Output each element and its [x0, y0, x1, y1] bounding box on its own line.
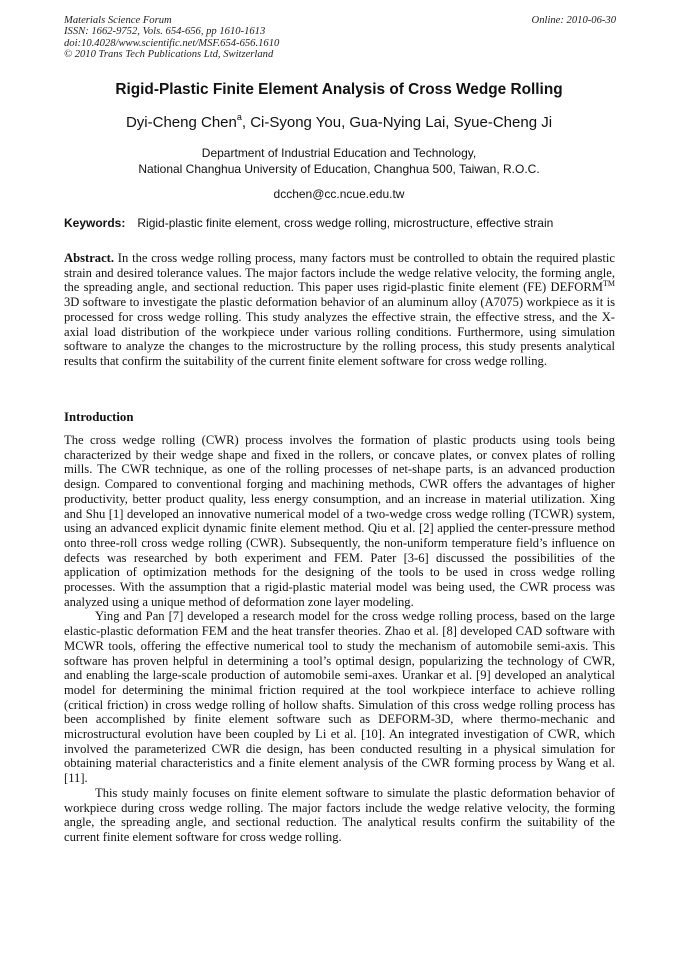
doi-line: doi:10.4028/www.scientific.net/MSF.654-656.1610: [64, 37, 280, 49]
keywords-label: Keywords:: [64, 216, 126, 230]
author-email: dcchen@cc.ncue.edu.tw: [273, 187, 405, 201]
issn-line: ISSN: 1662-9752, Vols. 654-656, pp 1610-1613: [64, 26, 266, 38]
online-date: Online: 2010-06-30: [531, 15, 616, 26]
journal-header: [64, 15, 616, 61]
author-others: , Ci-Syong You, Gua-Nying Lai, Syue-Cheng Ji: [241, 114, 553, 131]
journal-name: Materials Science Forum: [64, 15, 172, 26]
abstract-text-2: 3D software to investigate the plastic deformation behavior of an aluminum alloy (A7075) workpiece as it is processed for cross wedge rolling. This study analyzes the effective strain, the effective stress, and the X-axial load distribution of the workpiece under various rolling conditions. Furthermore, using simulation software to analyze the changes to the microstructure by the rolling process, this study presents analytical results that confirm the suitability of the current finite element software for cross wedge rolling.: [64, 295, 615, 368]
abstract: [64, 251, 615, 369]
keywords: [64, 216, 624, 230]
trademark-mark: TM: [603, 279, 615, 289]
keywords-text: Rigid-plastic finite element, cross wedge rolling, microstructure, effective strain: [137, 216, 554, 230]
affiliation-line-2: National Changhua University of Education, Changhua 500, Taiwan, R.O.C.: [138, 162, 540, 176]
abstract-text-1: In the cross wedge rolling process, many factors must be controlled to obtain the required plastic strain and desired tolerance values. The major factors include the wedge relative velocity, the forming angle, the spreading angle, and sectional reduction. This paper uses rigid-plastic finite element (FE) DEFORM: [64, 251, 615, 295]
copyright-line: © 2010 Trans Tech Publications Ltd, Switzerland: [64, 49, 274, 61]
author-first: Dyi-Cheng Chen: [125, 114, 237, 131]
author-list: [0, 114, 678, 131]
intro-paragraph-1: The cross wedge rolling (CWR) process involves the formation of plastic products using tools being characterized by their wedge shape and fixed in the rollers, or concave plates, or convex plates of rolling mills. The CWR technique, as one of the rolling processes of net-shape parts, is an advanced production design. Compared to conventional forging and machining methods, CWR offers the advantages of higher productivity, better product quality, less energy consumption, and an increase in material utilization. Xing and Shu [1] developed an innovative numerical model of a two-wedge cross wedge rolling (TCWR) system, using an advanced explicit dynamic finite element method. Qiu et al. [2] applied the center-pressure method onto three-roll cross wedge rolling (CWR). Subsequently, the non-uniform temperature field’s influence on defects was researched by both experiment and FEM. Pater [3-6] discussed the possibilities of the application of optimization methods for the designing of the tools to be used in cross wedge rolling processes. With the assumption that a rigid-plastic material model was being used, the CWR process was analyzed using a unique method of deformation zone layer modeling.: [64, 433, 615, 609]
intro-paragraph-3: This study mainly focuses on finite element software to simulate the plastic deformation behavior of workpiece during cross wedge rolling. The major factors include the wedge relative velocity, the forming angle, the spreading angle, and sectional reduction. The analytical results confirm the suitability of the current finite element software for cross wedge rolling.: [64, 785, 615, 844]
abstract-label: Abstract.: [64, 251, 115, 265]
introduction-body: [64, 433, 615, 845]
affiliation-line-1: Department of Industrial Education and Technology,: [201, 146, 477, 160]
paper-title: Rigid-Plastic Finite Element Analysis of Cross Wedge Rolling: [115, 81, 563, 98]
intro-paragraph-2: Ying and Pan [7] developed a research model for the cross wedge rolling process, based on the large elastic-plastic deformation FEM and the heat transfer theories. Zhao et al. [8] developed CAD software with MCWR tools, offering the effective numerical tool to study the mechanism of automobile semi-axis. This software has proven helpful in determining a tool’s optimal design, popularizing the technology of CWR, and enabling the large-scale production of automobile semi-axes. Urankar et al. [9] developed an analytical model for determining the minimal friction required at the tool workpiece interface to achieve rolling (critical friction) in cross wedge rolling of hollow shafts. Simulation of this cross wedge rolling process has been accomplished by finite element software such as DEFORM-3D, where thermo-mechanic and microstructural evolution have been coupled by Li et al. [10]. An integrated investigation of CWR, which involved the parameterized CWR die design, has been conducted resulting in a physical simulation for obtaining material characteristics and a finite element analysis of the CWR forming process by Wang et al. [11].: [64, 609, 615, 786]
author-affiliation-mark: a: [236, 112, 242, 122]
section-heading-introduction: Introduction: [64, 410, 134, 424]
affiliation: [0, 145, 678, 177]
